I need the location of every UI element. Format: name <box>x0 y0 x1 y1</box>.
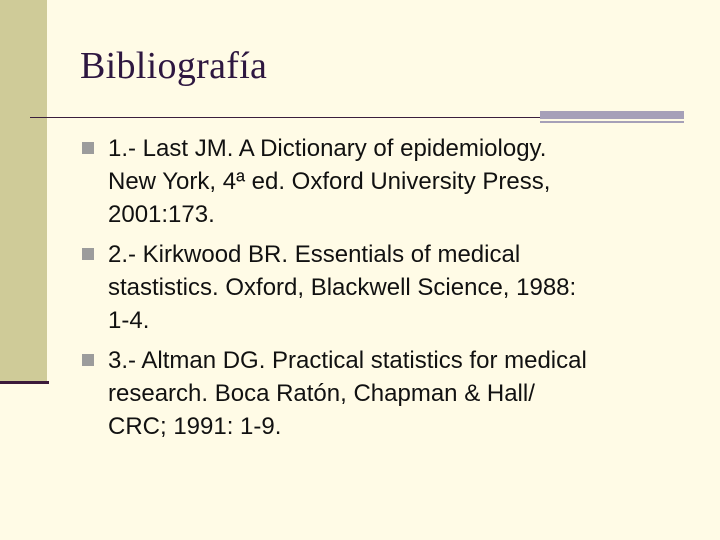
reference-line: 2001:173. <box>108 201 215 228</box>
reference-item-3 <box>82 344 682 443</box>
reference-line: 2.- Kirkwood BR. Essentials of medical <box>108 241 521 268</box>
accent-bar-line <box>540 121 684 123</box>
reference-line: 1-4. <box>108 307 150 334</box>
reference-line: New York, 4ª ed. Oxford University Press, <box>108 168 551 195</box>
reference-item-1 <box>82 132 682 231</box>
slide-title: Bibliografía <box>80 45 268 87</box>
square-bullet-icon <box>82 248 94 260</box>
reference-line: 1.- Last JM. A Dictionary of epidemiology. <box>108 135 547 162</box>
reference-line: 3.- Altman DG. Practical statistics for medical <box>108 347 587 374</box>
left-decorative-band <box>0 0 47 382</box>
reference-line: research. Boca Ratón, Chapman & Hall/ <box>108 380 535 407</box>
reference-line: stastistics. Oxford, Blackwell Science, 1988: <box>108 274 577 301</box>
accent-bar <box>540 111 684 119</box>
square-bullet-icon <box>82 142 94 154</box>
reference-item-2 <box>82 238 682 337</box>
left-band-underline <box>0 381 49 384</box>
square-bullet-icon <box>82 354 94 366</box>
reference-line: CRC; 1991: 1-9. <box>108 413 282 440</box>
reference-list <box>82 132 682 450</box>
